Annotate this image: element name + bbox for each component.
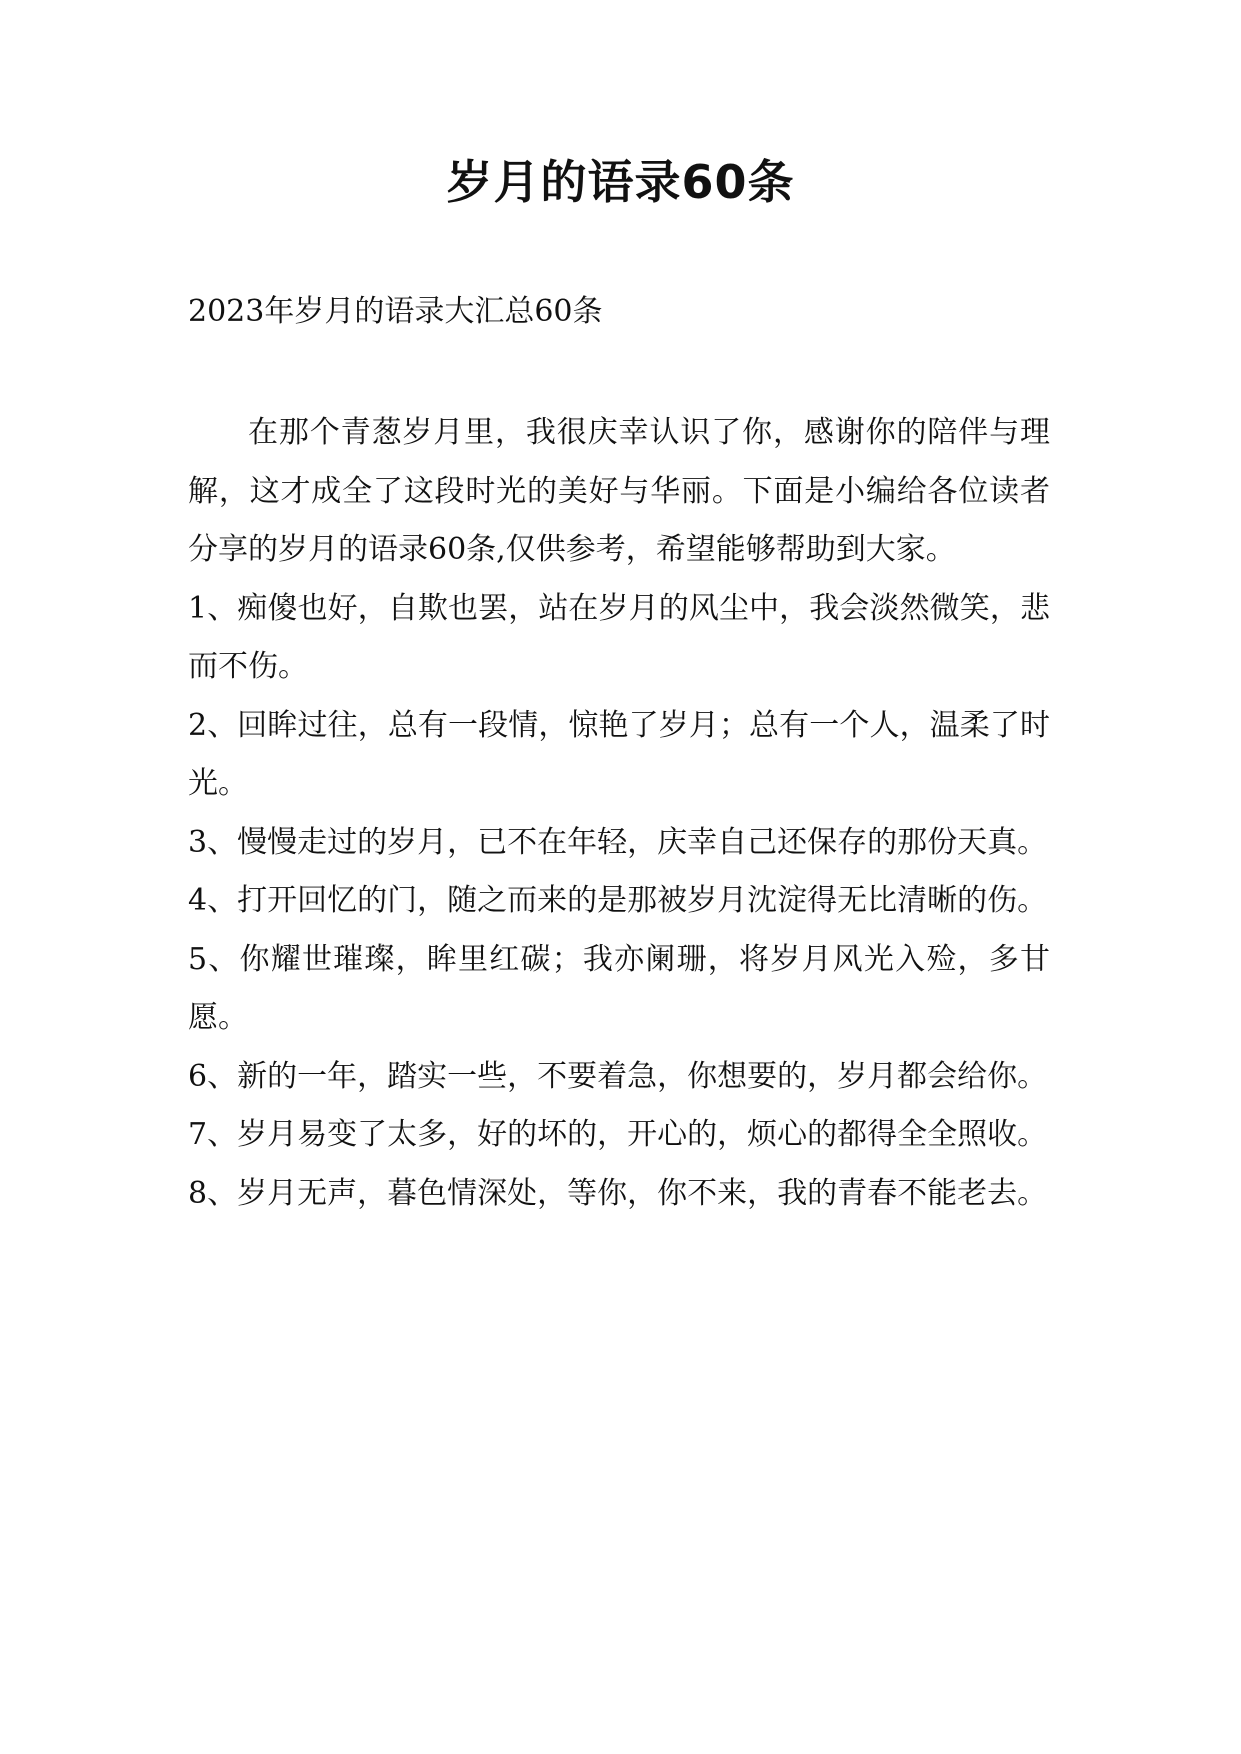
document-subtitle: 2023年岁月的语录大汇总60条 (188, 294, 603, 329)
quote-item: 1、痴傻也好，自欺也罢，站在岁月的风尘中，我会淡然微笑，悲而不伤。 (188, 590, 1050, 684)
quote-item: 8、岁月无声，暮色情深处，等你，你不来，我的青春不能老去。 (188, 1175, 1048, 1211)
quote-item: 7、岁月易变了太多，好的坏的，开心的，烦心的都得全全照收。 (188, 1117, 1048, 1152)
quote-item: 5、你耀世璀璨，眸里红碳；我亦阑珊，将岁月风光入殓，多甘愿。 (188, 941, 1050, 1035)
document-body (188, 404, 1050, 1223)
intro-paragraph: 在那个青葱岁月里，我很庆幸认识了你，感谢你的陪伴与理解，这才成全了这段时光的美好与华丽。下面是小编给各位读者分享的岁月的语录60条,仅供参考，希望能够帮助到大家。 (188, 415, 1050, 567)
document-title: 岁月的语录60条 (446, 155, 795, 209)
quote-item: 6、新的一年，踏实一些，不要着急，你想要的，岁月都会给你。 (188, 1058, 1048, 1094)
quote-item: 2、回眸过往，总有一段情，惊艳了岁月；总有一个人，温柔了时光。 (188, 707, 1050, 801)
quote-item: 3、慢慢走过的岁月，已不在年轻，庆幸自己还保存的那份天真。 (188, 824, 1048, 860)
quote-item: 4、打开回忆的门，随之而来的是那被岁月沈淀得无比清晰的伤。 (188, 883, 1048, 918)
